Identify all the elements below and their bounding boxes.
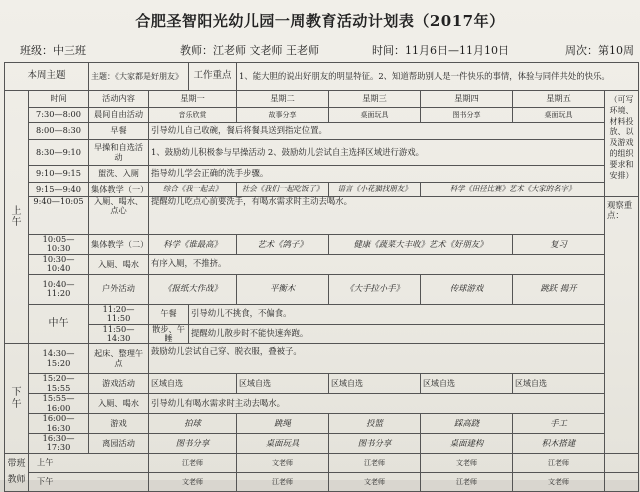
duty-cell: 江老师 xyxy=(329,453,421,472)
class-label: 班级：中三班 xyxy=(20,44,86,57)
row-cell: 桌面玩具 xyxy=(329,108,421,123)
section-afternoon: 下午 xyxy=(5,344,29,454)
row-content: 早操和自选活动 xyxy=(89,140,149,166)
row-time: 9:10—9:15 xyxy=(29,166,89,183)
row-content: 集体教学（一） xyxy=(89,183,149,197)
row-cell: 区域自选 xyxy=(329,374,421,394)
row-time: 11:20—11:50 xyxy=(89,304,149,324)
row-note: 引导幼儿不挑食，不偏食。 xyxy=(189,304,639,324)
handwritten-cell: 平衡木 xyxy=(237,274,329,304)
row-time: 10:40—11:20 xyxy=(29,274,89,304)
duty-cell: 文老师 xyxy=(329,472,421,491)
table-row xyxy=(5,183,639,197)
header-wednesday: 星期三 xyxy=(329,91,421,108)
handwritten-cell: 《报纸大作战》 xyxy=(149,274,237,304)
row-content: 入厕、喝水 xyxy=(89,394,149,414)
row-time: 15:20—15:55 xyxy=(29,374,89,394)
handwritten-cell: 语言《小花猫找朋友》 xyxy=(329,183,421,197)
row-content: 午餐 xyxy=(149,304,189,324)
handwritten-cell: 手工 xyxy=(513,414,605,434)
row-note: 指导幼儿学会正确的洗手步骤。 xyxy=(149,166,605,183)
row-time: 7:30—8:00 xyxy=(29,108,89,123)
duty-cell: 江老师 xyxy=(149,453,237,472)
handwritten-cell: 综合《我一起去》 xyxy=(149,183,237,197)
row-note: 鼓励幼儿尝试自己穿、脱衣服，叠被子。 xyxy=(149,344,605,374)
table-row xyxy=(5,344,639,374)
table-row xyxy=(5,140,639,166)
row-time: 8:30—9:10 xyxy=(29,140,89,166)
row-note: 提醒幼儿吃点心前要洗手，有喝水需求时主动去喝水。 xyxy=(149,197,605,235)
header-tuesday: 星期二 xyxy=(237,91,329,108)
duty-cell: 文老师 xyxy=(421,453,513,472)
handwritten-cell: 桌面玩具 xyxy=(237,434,329,454)
header-friday: 星期五 xyxy=(513,91,605,108)
row-cell: 区域自选 xyxy=(421,374,513,394)
row-cell: 图书分享 xyxy=(421,108,513,123)
duty-pm-label: 下午 xyxy=(29,472,149,491)
row-content: 入厕、喝水、点心 xyxy=(89,197,149,235)
table-row xyxy=(5,235,639,255)
duty-row-pm xyxy=(5,472,639,491)
row-time: 16:00—16:30 xyxy=(29,414,89,434)
table-row xyxy=(5,197,639,235)
table-row xyxy=(5,108,639,123)
duty-label: 带班教师 xyxy=(5,453,29,491)
duty-blank-cell xyxy=(605,472,639,491)
observe-label: 观察重点： xyxy=(605,197,639,454)
handwritten-cell: 跳绳 xyxy=(237,414,329,434)
row-time: 10:05—10:30 xyxy=(29,235,89,255)
handwritten-cell: 图书分享 xyxy=(149,434,237,454)
row-cell: 区域自选 xyxy=(149,374,237,394)
duty-blank-cell xyxy=(605,453,639,472)
row-content: 晨间自由活动 xyxy=(89,108,149,123)
duty-cell: 文老师 xyxy=(149,472,237,491)
duty-cell: 江老师 xyxy=(513,453,605,472)
row-time: 16:30—17:30 xyxy=(29,434,89,454)
table-row xyxy=(5,166,639,183)
row-time: 9:15—9:40 xyxy=(29,183,89,197)
page-title: 合肥圣智阳光幼儿园一周教育活动计划表（2017年） xyxy=(135,12,505,30)
row-note: 1、鼓励幼儿积极参与早操活动 2、鼓励幼儿尝试自主选择区域进行游戏。 xyxy=(149,140,605,166)
handwritten-cell: 科学《谁最高》 xyxy=(149,235,237,255)
handwritten-cell: 踩高跷 xyxy=(421,414,513,434)
handwritten-cell: 跳跃 揭开 xyxy=(513,274,605,304)
handwritten-cell: 《大手拉小手》 xyxy=(329,274,421,304)
handwritten-cell: 艺术《鸽子》 xyxy=(237,235,329,255)
table-row xyxy=(5,324,639,344)
side-note: （可写环境、材料投放、以及游戏的组织要求和安排） xyxy=(605,91,639,197)
row-note: 引导幼儿有喝水需求时主动去喝水。 xyxy=(149,394,605,414)
row-content: 离园活动 xyxy=(89,434,149,454)
handwritten-cell: 复习 xyxy=(513,235,605,255)
row-content: 盥洗、入厕 xyxy=(89,166,149,183)
handwritten-cell: 社会《我们一起吃饭了》 xyxy=(237,183,329,197)
table-row xyxy=(5,374,639,394)
table-row xyxy=(5,274,639,304)
table-row xyxy=(5,304,639,324)
section-morning: 上午 xyxy=(5,91,29,344)
section-noon: 中午 xyxy=(29,304,89,344)
theme-topic: 主题：《大家都是好朋友》 xyxy=(89,63,189,91)
duty-am-label: 上午 xyxy=(29,453,149,472)
row-time: 8:00—8:30 xyxy=(29,123,89,140)
handwritten-cell: 健康《蔬菜大丰收》艺术《好朋友》 xyxy=(329,235,513,255)
table-row xyxy=(5,394,639,414)
row-content: 游戏 xyxy=(89,414,149,434)
handwritten-cell: 积木搭建 xyxy=(513,434,605,454)
theme-row xyxy=(5,63,639,91)
header-content: 活动内容 xyxy=(89,91,149,108)
focus-text: 1、能大胆的说出好朋友的明显特征。2、知道帮助别人是一件快乐的事情，体验与同伴共处的快乐。 xyxy=(237,63,639,91)
header-thursday: 星期四 xyxy=(421,91,513,108)
duty-cell: 文老师 xyxy=(237,453,329,472)
table-row xyxy=(5,434,639,454)
focus-label: 工作重点 xyxy=(189,63,237,91)
header-time: 时间 xyxy=(29,91,89,108)
row-note: 引导幼儿自己收碗，餐后将餐具送到指定位置。 xyxy=(149,123,605,140)
row-time: 10:30—10:40 xyxy=(29,254,89,274)
handwritten-cell: 桌面建构 xyxy=(421,434,513,454)
table-row xyxy=(5,254,639,274)
row-content: 早餐 xyxy=(89,123,149,140)
row-time: 9:40—10:05 xyxy=(29,197,89,235)
duty-cell: 江老师 xyxy=(237,472,329,491)
duty-cell: 文老师 xyxy=(513,472,605,491)
handwritten-cell: 科学《田径比赛》艺术《大家的名字》 xyxy=(421,183,605,197)
row-cell: 故事分享 xyxy=(237,108,329,123)
row-time: 14:30—15:20 xyxy=(29,344,89,374)
table-row xyxy=(5,414,639,434)
row-content: 游戏活动 xyxy=(89,374,149,394)
row-content: 集体教学（二） xyxy=(89,235,149,255)
duty-cell: 江老师 xyxy=(421,472,513,491)
row-time: 15:55—16:00 xyxy=(29,394,89,414)
date-range-label: 时间：11月6日—11月10日 xyxy=(372,44,509,57)
row-note: 有序入厕，不推挤。 xyxy=(149,254,605,274)
header-monday: 星期一 xyxy=(149,91,237,108)
row-content: 入厕、喝水 xyxy=(89,254,149,274)
table-row xyxy=(5,123,639,140)
row-cell: 区域自选 xyxy=(513,374,605,394)
row-cell: 区域自选 xyxy=(237,374,329,394)
handwritten-cell: 投篮 xyxy=(329,414,421,434)
header-row xyxy=(5,91,639,108)
row-content: 户外活动 xyxy=(89,274,149,304)
row-note: 提醒幼儿散步时不能快速奔跑。 xyxy=(189,324,639,344)
handwritten-cell: 传球游戏 xyxy=(421,274,513,304)
schedule-table xyxy=(4,62,639,492)
teacher-label: 教师：江老师 文老师 王老师 xyxy=(180,44,319,57)
row-cell: 桌面玩具 xyxy=(513,108,605,123)
row-content: 起床、整理午点 xyxy=(89,344,149,374)
theme-label: 本周主题 xyxy=(5,63,89,91)
row-cell: 音乐欣赏 xyxy=(149,108,237,123)
week-label: 周次：第10周 xyxy=(565,44,634,57)
duty-row-am xyxy=(5,453,639,472)
row-content: 散步、午睡 xyxy=(149,324,189,344)
row-time: 11:50—14:30 xyxy=(89,324,149,344)
handwritten-cell: 拍球 xyxy=(149,414,237,434)
handwritten-cell: 图书分享 xyxy=(329,434,421,454)
